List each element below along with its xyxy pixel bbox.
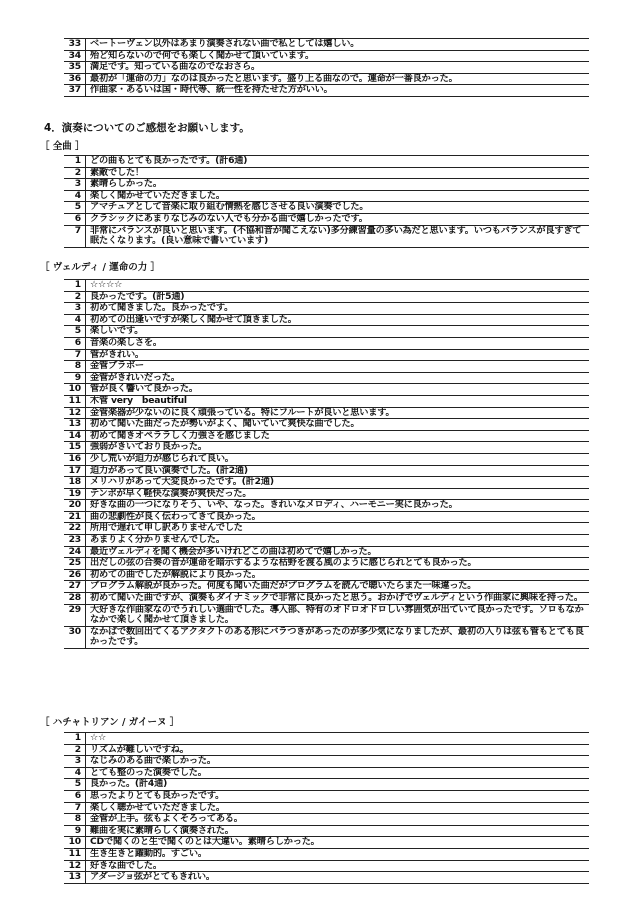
row-comment: 殆ど知らないので何でも楽しく聞かせて頂いています。 [90, 50, 314, 61]
row-number: 1 [64, 280, 86, 291]
row-number: 9 [64, 826, 86, 837]
table-row [64, 872, 589, 884]
row-comment: なじみのある曲で楽しかった。 [90, 756, 216, 767]
table-row [64, 326, 589, 338]
table-row [64, 547, 589, 559]
row-comment: 金管がきれいだった。 [90, 372, 180, 383]
table-row [64, 85, 589, 97]
row-comment: 管がきれい。 [90, 349, 144, 360]
row-number: 12 [64, 408, 86, 419]
row-comment: プログラム解説が良かった。何度も聞いた曲だがプログラムを読んで聴いたらまた一味違った。 [90, 581, 477, 592]
row-number: 12 [64, 861, 86, 872]
row-number: 27 [64, 581, 86, 592]
row-comment: クラシックにあまりなじみのない人でも分かる曲で嬉しかったです。 [90, 213, 368, 224]
table-row [64, 454, 589, 466]
row-comment: 非常にバランスが良いと思います。(不協和音が聞こえない)多分練習量の多い為だと思います。いつもバランスが良すぎて眠たくなります。(良い意味で書いています) [90, 225, 582, 247]
row-comment: 迫力があって良い演奏でした。(計2通) [90, 465, 248, 476]
row-comment: 少し荒いが迫力が感じられて良い。 [90, 453, 234, 464]
table-row [64, 396, 589, 408]
table-row [64, 315, 589, 327]
table-row [64, 408, 589, 420]
table-row [64, 512, 589, 524]
table-end-rule [64, 883, 589, 885]
row-comment: リズムが難しいですね。 [90, 744, 189, 755]
table-row [64, 849, 589, 861]
row-number: 4 [64, 768, 86, 779]
row-comment: どの曲もとても良かったです。(計6通) [90, 156, 248, 166]
table-row [64, 814, 589, 826]
row-number: 28 [64, 593, 86, 604]
row-number: 33 [64, 39, 86, 50]
table-row [64, 500, 589, 512]
section-title-all: ［ 全曲 ］ [40, 141, 85, 152]
row-comment: 金管楽器が少ないのに良く頑張っている。特にフルートが良いと思います。 [90, 407, 395, 418]
row-comment: テンポが早く軽快な演奏が爽快だった。 [90, 488, 252, 499]
row-number: 8 [64, 814, 86, 825]
row-comment: とても整のった演奏でした。 [90, 767, 207, 778]
row-number: 3 [64, 179, 86, 190]
table-row [64, 745, 589, 757]
row-number: 17 [64, 466, 86, 477]
table-row [64, 419, 589, 431]
row-comment: 素晴らしかった。 [90, 179, 162, 190]
table-row [64, 51, 589, 63]
table-row [64, 179, 589, 191]
table-row [64, 442, 589, 454]
row-number: 30 [64, 627, 86, 648]
table-row [64, 779, 589, 791]
row-number: 7 [64, 803, 86, 814]
table-row [64, 202, 589, 214]
row-comment: 大好きな作曲家なのでうれしい選曲でした。導入部、特有のオドロオドロしい雰囲気が出ていて良かったです。ソロもなかなかで楽しく聞かせて頂きました。 [90, 604, 584, 626]
row-number: 9 [64, 373, 86, 384]
row-comment: メリハリがあって大変良かったです。(計2通) [90, 477, 274, 488]
row-comment: 初めて聞いた曲ですが、演奏もダイナミックで非常に良かったと思う。おかげでヴェルディという作曲家に興味を持った。 [90, 593, 583, 604]
row-comment: 良かったです。(計5通) [90, 291, 185, 302]
table-row [64, 826, 589, 838]
row-comment: 楽しく聴かせていただきました。 [90, 802, 225, 813]
table-row [64, 466, 589, 478]
row-number: 24 [64, 547, 86, 558]
table-row [64, 756, 589, 768]
table-row [64, 570, 589, 582]
row-number: 36 [64, 74, 86, 85]
row-number: 2 [64, 168, 86, 179]
row-number: 7 [64, 226, 86, 247]
row-comment: あまりよく分かりませんでした。 [90, 535, 225, 546]
row-comment: 初めて聞きました。良かったです。 [90, 303, 234, 314]
row-comment: CDで聞くのと生で聞くのとは大違い。素晴らしかった。 [90, 837, 320, 848]
comments-table-all [64, 155, 589, 248]
table-row [64, 605, 589, 627]
row-number: 8 [64, 361, 86, 372]
table-row [64, 558, 589, 570]
row-comment: 曲の悲劇性が良く伝わってきて良かった。 [90, 511, 261, 522]
section-title-khachaturian: ［ ハチャトリアン / ガイーヌ ］ [40, 717, 180, 728]
row-comment: 初めての出逢いですが楽しく聞かせて頂きました。 [90, 314, 297, 325]
row-number: 2 [64, 292, 86, 303]
row-number: 11 [64, 396, 86, 407]
row-number: 20 [64, 500, 86, 511]
table-row [64, 733, 589, 745]
table-row [64, 62, 589, 74]
table-row [64, 627, 589, 649]
table-row [64, 303, 589, 315]
row-comment: 初めて聞いた曲だったが勢いがよく、聞いていて爽快な曲でした。 [90, 419, 360, 430]
row-number: 26 [64, 570, 86, 581]
row-number: 25 [64, 558, 86, 569]
table-row [64, 156, 589, 168]
row-comment: なかばで数回出てくるアクタクトのある形にバラつきがあったのが多少気になりましたが、最初の入りは弦も管もとても良かったです。 [90, 626, 584, 648]
table-row [64, 168, 589, 180]
table-row [64, 768, 589, 780]
row-number: 16 [64, 454, 86, 465]
row-number: 18 [64, 477, 86, 488]
table-row [64, 837, 589, 849]
row-number: 13 [64, 419, 86, 430]
row-number: 13 [64, 872, 86, 883]
comments-table-previous [64, 38, 589, 97]
table-row [64, 226, 589, 248]
row-number: 23 [64, 535, 86, 546]
row-comment: 難曲を実に素晴らしく演奏された。 [90, 825, 234, 836]
row-comment: 初めての曲でしたが解説により良かった。 [90, 569, 261, 580]
section-title-verdi: ［ ヴェルディ / 運命の力 ］ [40, 262, 161, 273]
row-comment: 最近ヴェルディを聞く機会が多いけれどこの曲は初めてで嬉しかった。 [90, 546, 377, 557]
comments-table-khachaturian [64, 732, 589, 884]
row-number: 3 [64, 756, 86, 767]
row-comment: 木管 very beautiful [90, 395, 187, 406]
row-number: 5 [64, 202, 86, 213]
row-comment: 強弱がきいており良かった。 [90, 442, 207, 453]
row-number: 1 [64, 156, 86, 167]
row-comment: ☆☆ [90, 733, 107, 743]
row-comment: 所用で遅れて申し訳ありませんでした [90, 523, 243, 534]
question-heading: 4．演奏についてのご感想をお願いします。 [44, 122, 250, 134]
row-comment: 音楽の楽しさを。 [90, 337, 162, 348]
row-number: 37 [64, 85, 86, 96]
row-comment: 好きな曲でした。 [90, 860, 162, 871]
row-number: 19 [64, 489, 86, 500]
table-row [64, 791, 589, 803]
row-number: 15 [64, 442, 86, 453]
table-row [64, 535, 589, 547]
row-number: 3 [64, 303, 86, 314]
row-number: 14 [64, 431, 86, 442]
row-number: 21 [64, 512, 86, 523]
table-row [64, 214, 589, 226]
row-comment: 初めて聞きオペララしく力強さを感じました [90, 430, 270, 441]
row-number: 10 [64, 384, 86, 395]
row-comment: 良かった。(計4通) [90, 779, 168, 790]
row-comment: 好きな曲の一つになりそう、いや、なった。きれいなメロディ、ハーモニー実に良かった。 [90, 500, 458, 511]
table-row [64, 431, 589, 443]
row-comment: 最初が「運命の力」なのは良かったと思います。盛り上る曲なので。運命が一番良かった。 [90, 73, 458, 84]
row-number: 6 [64, 214, 86, 225]
row-comment: 素敵でした！ [90, 167, 144, 178]
row-comment: 生き生きと躍動的。すごい。 [90, 848, 207, 859]
row-comment: 作曲家・あるいは国・時代等、統一性を持たせた方がいい。 [90, 85, 333, 96]
table-row [64, 581, 589, 593]
table-row [64, 373, 589, 385]
row-number: 35 [64, 62, 86, 73]
row-number: 4 [64, 191, 86, 202]
row-number: 5 [64, 326, 86, 337]
table-row [64, 477, 589, 489]
row-comment: アダージョ弦がとてもきれい。 [90, 872, 215, 883]
row-number: 4 [64, 315, 86, 326]
row-number: 34 [64, 51, 86, 62]
table-row [64, 384, 589, 396]
table-row [64, 280, 589, 292]
table-row [64, 489, 589, 501]
row-number: 29 [64, 605, 86, 626]
table-row [64, 191, 589, 203]
row-comment: 金管が上手。弦もよくそろってある。 [90, 814, 243, 825]
table-row [64, 593, 589, 605]
row-number: 7 [64, 350, 86, 361]
table-row [64, 361, 589, 373]
table-row [64, 523, 589, 535]
table-row [64, 803, 589, 815]
table-row [64, 74, 589, 86]
row-comment: 出だしの弦の合奏の音が運命を暗示するような枯野を渡る風のように感じられとても良かった。 [90, 558, 477, 569]
comments-table-verdi [64, 279, 589, 649]
row-comment: 金管ブラボー [90, 361, 144, 372]
row-number: 11 [64, 849, 86, 860]
row-number: 6 [64, 791, 86, 802]
row-comment: 管が良く響いて良かった。 [90, 384, 198, 395]
table-row [64, 861, 589, 873]
row-comment: 思ったよりとても良かったです。 [90, 790, 225, 801]
table-row [64, 292, 589, 304]
row-comment: 満足です。知っている曲なのでなおさら。 [90, 62, 261, 73]
row-number: 1 [64, 733, 86, 744]
row-number: 22 [64, 523, 86, 534]
table-row [64, 39, 589, 51]
row-number: 5 [64, 779, 86, 790]
table-row [64, 350, 589, 362]
table-row [64, 338, 589, 350]
row-comment: ベートーヴェン以外はあまり演奏されない曲で私としては嬉しい。 [90, 39, 360, 49]
row-comment: ☆☆☆☆ [90, 280, 123, 290]
row-comment: 楽しいです。 [90, 326, 144, 337]
row-comment: アマチュアとして音楽に取り組む情熱を感じさせる良い演奏でした。 [90, 202, 369, 213]
row-number: 6 [64, 338, 86, 349]
row-comment: 楽しく聞かせていただきました。 [90, 190, 225, 201]
row-number: 2 [64, 745, 86, 756]
row-number: 10 [64, 837, 86, 848]
